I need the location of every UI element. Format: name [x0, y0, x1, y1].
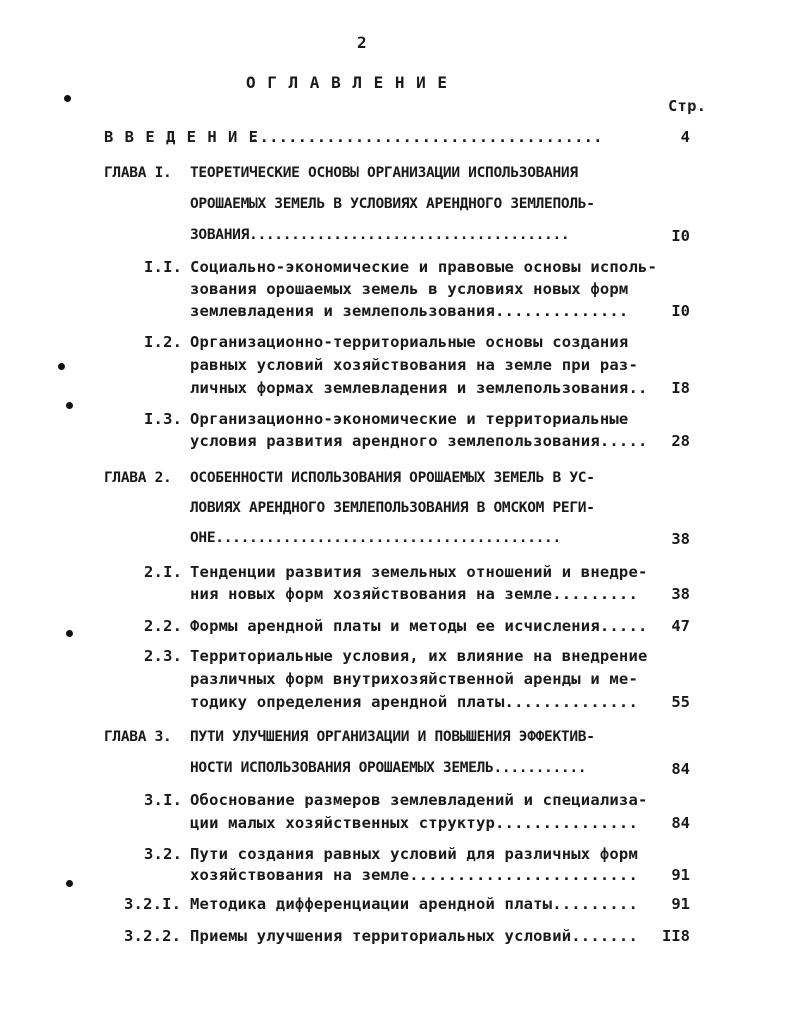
section-number: 3.2.I. [124, 895, 182, 913]
margin-mark [66, 880, 73, 887]
section-number: 3.2.2. [124, 927, 182, 945]
chapter-title-line: ЛОВИЯХ АРЕНДНОГО ЗЕМЛЕПОЛЬЗОВАНИЯ В ОМСКОМ РЕГИ- [190, 500, 595, 516]
chapter-title-line: ОНЕ......................................... [190, 530, 561, 546]
section-title-line: ния новых форм хозяйствования на земле......... [190, 585, 638, 603]
section-number: I.3. [144, 410, 183, 428]
section-title-line: различных форм внутрихозяйственной аренды и ме- [190, 670, 638, 688]
page-title: О Г Л А В Л Е Н И Е [246, 73, 449, 92]
section-page: 91 [671, 866, 690, 884]
margin-mark [58, 363, 65, 370]
section-number: 2.3. [144, 647, 183, 665]
margin-mark [66, 402, 73, 409]
chapter-title-line: ПУТИ УЛУЧШЕНИЯ ОРГАНИЗАЦИИ И ПОВЫШЕНИЯ ЭФФЕКТИВ- [190, 729, 595, 745]
chapter-title-line: НОСТИ ИСПОЛЬЗОВАНИЯ ОРОШАЕМЫХ ЗЕМЕЛЬ........... [190, 760, 587, 776]
chapter-label: ГЛАВА 2. [104, 470, 172, 486]
section-page: II8 [662, 927, 690, 945]
chapter-title-line: ОСОБЕННОСТИ ИСПОЛЬЗОВАНИЯ ОРОШАЕМЫХ ЗЕМЕЛЬ В УС- [190, 470, 595, 486]
section-title-line: Тенденции развития земельных отношений и внедре- [190, 563, 648, 581]
section-title-line: тодику определения арендной платы.............. [190, 693, 638, 711]
section-title-line: личных формах землевладения и землепользования.. [190, 379, 648, 397]
section-title-line: Социально-экономические и правовые основы исполь- [190, 258, 658, 276]
page-column-header: Стр. [668, 97, 707, 115]
section-number: I.I. [144, 258, 183, 276]
section-number: 2.2. [144, 617, 183, 635]
section-page: 91 [671, 895, 690, 913]
section-page: 28 [671, 432, 690, 450]
chapter-label: ГЛАВА I. [104, 165, 172, 181]
section-title-line: Приемы улучшения территориальных условий....... [190, 927, 638, 945]
margin-mark [66, 630, 73, 637]
section-title-line: землевладения и землепользования.............. [190, 302, 629, 320]
section-title-line: Организационно-территориальные основы создания [190, 333, 629, 351]
chapter-page: 38 [671, 530, 690, 548]
section-title-line: Территориальные условия, их влияние на внедрение [190, 647, 648, 665]
chapter-page: 84 [671, 760, 690, 778]
section-title-line: равных условий хозяйствования на земле при раз- [190, 356, 638, 374]
section-title-line: зования орошаемых земель в условиях новых форм [190, 280, 629, 298]
chapter-label: ГЛАВА 3. [104, 729, 172, 745]
chapter-title-line: ОРОШАЕМЫХ ЗЕМЕЛЬ В УСЛОВИЯХ АРЕНДНОГО ЗЕМЛЕПОЛЬ- [190, 196, 595, 212]
section-title-line: условия развития арендного землепользования..... [190, 432, 648, 450]
section-number: 2.I. [144, 563, 183, 581]
section-page: 84 [671, 814, 690, 832]
page-number: 2 [357, 33, 367, 52]
section-number: I.2. [144, 333, 183, 351]
section-page: 38 [671, 585, 690, 603]
margin-mark [64, 95, 71, 102]
section-number: 3.2. [144, 845, 183, 863]
chapter-page: I0 [671, 227, 690, 245]
intro-page: 4 [680, 128, 690, 146]
section-title-line: Обоснование размеров землевладений и специализа- [190, 791, 648, 809]
section-page: I8 [671, 379, 690, 397]
section-title-line: ции малых хозяйственных структур............... [190, 814, 638, 832]
section-title-line: Формы арендной платы и методы ее исчисления..... [190, 617, 648, 635]
section-title-line: Организационно-экономические и территориальные [190, 410, 629, 428]
section-number: 3.I. [144, 791, 183, 809]
section-page: 47 [671, 617, 690, 635]
chapter-title-line: ТЕОРЕТИЧЕСКИЕ ОСНОВЫ ОРГАНИЗАЦИИ ИСПОЛЬЗОВАНИЯ [190, 165, 578, 181]
section-page: I0 [671, 302, 690, 320]
section-page: 55 [671, 693, 690, 711]
section-title-line: Пути создания равных условий для различных форм [190, 845, 638, 863]
intro-label: В В Е Д Е Н И Е [104, 128, 259, 146]
intro-leader-dots: ..................................... [250, 128, 603, 146]
section-title-line: Методика дифференциации арендной платы......... [190, 895, 638, 913]
section-title-line: хозяйствования на земле........................ [190, 866, 638, 884]
chapter-title-line: ЗОВАНИЯ...................................... [190, 227, 570, 243]
